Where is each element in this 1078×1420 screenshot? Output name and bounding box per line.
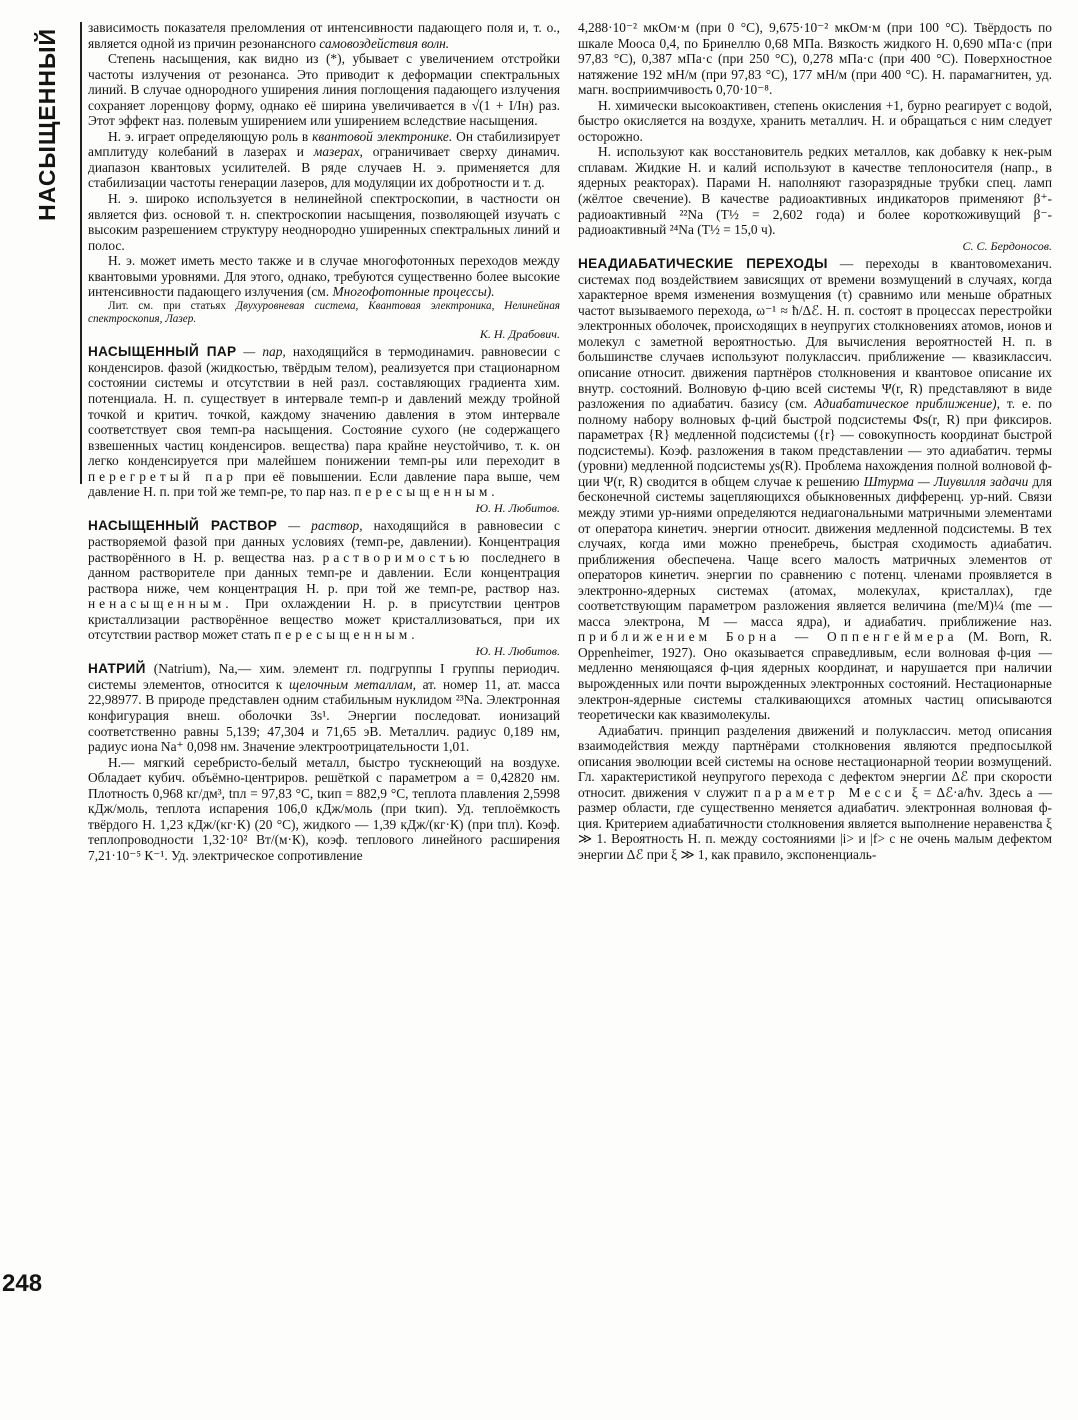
paragraph: Н. химически высокоактивен, степень окисления +1, бурно реагирует с водой, быстро окисляется на воздухе, хранить металлич. Н. и обращаться с ним следует осторожно. bbox=[578, 97, 1052, 144]
entry-natriy: НАТРИЙ (Natrium), Na,— хим. элемент гл. подгруппы I группы периодич. системы элементов, относится к щелочным металлам, ат. номер 11, ат. масса 22,98977. В природе представлен одним стабильным нуклидом ²³Na. Электронная конфигурация внеш. оболочки 3s¹. Энергии последоват. ионизаций соответственно равны 5,139; 47,304 и 71,65 эВ. Металлич. радиус 0,189 нм, радиус иона Na⁺ 0,098 нм. Значение электроотрицательности 1,01. bbox=[88, 661, 560, 755]
running-head-vertical bbox=[14, 28, 60, 228]
author-signature: К. Н. Драбович. bbox=[479, 326, 560, 341]
author-signature: С. С. Бердоносов. bbox=[962, 238, 1052, 253]
paragraph: Степень насыщения, как видно из (*), убывает с увеличением отстройки частоты излучения от резонанса. Это приводит к деформации спектральных линий. В случае однородного уширения линия поглощения падающего излучения сохраняет лоренцову форму, однако её ширина увеличивается в √(1 + I/Iн) раз. Этот эффект наз. полевым уширением или уширением вследствие насыщения. bbox=[88, 51, 560, 129]
paragraph: Н. э. может иметь место также и в случае многофотонных переходов между квантовыми уровнями. Для этого, однако, требуются существенно более высокие интенсивности падающего излучения (см. Многофотонные процессы). bbox=[88, 253, 560, 300]
entry-headword: НАТРИЙ bbox=[88, 661, 146, 677]
paragraph: Н. используют как восстановитель редких металлов, как добавку к нек-рым сплавам. Жидкие Н. и калий используют в качестве теплоносителя (напр., в ядерных реакторах). Парами Н. наполняют газоразрядные трубки спец. ламп (жёлтое свечение). В качестве радиоактивных индикаторов применяют β⁺-радиоактивный ²²Na (T½ = 2,602 года) и более короткоживущий β⁻-радиоактивный ²⁴Na (T½ = 15,0 ч). bbox=[578, 144, 1052, 238]
paragraph: Адиабатич. принцип разделения движений и полуклассич. метод описания взаимодействия между партнёрами столкновения являются предпосылкой описания эволюции всей системы на основе нестационарной теории возмущений. Гл. характеристикой неупругого перехода с дефектом энергии Δℰ при скорости относит. движения v служит параметр Месси ξ = Δℰ·a/ħv. Здесь a — размер области, где существенно меняется адиабатич. электронная волновая ф-ция. Критерием адиабатичности столкновения является выполнение неравенства ξ ≫ 1. Вероятность Н. п. между состояниями |i> и |f> с не очень малым дефектом энергии Δℰ при ξ ≫ 1, как правило, экспоненциаль- bbox=[578, 722, 1052, 862]
literature-note: Лит. см. при статьях Двухуровневая система, Квантовая электроника, Нелинейная спектроскопия, Лазер. bbox=[88, 299, 560, 325]
paragraph: Н. э. играет определяющую роль в квантовой электронике. Он стабилизирует амплитуду колебаний в лазерах и мазерах, ограничивает сверху динамич. диапазон квантовых усилителей. В ряде случаев Н. э. применяется для стабилизации частоты генерации лазеров, для модуляции их добротности и т. д. bbox=[88, 128, 561, 191]
margin-rule bbox=[80, 22, 82, 484]
right-column bbox=[578, 20, 1052, 863]
entry-headword: НЕАДИАБАТИЧЕСКИЕ ПЕРЕХОДЫ bbox=[578, 256, 828, 272]
entry-neadiabaticheskie-perekhody: НЕАДИАБАТИЧЕСКИЕ ПЕРЕХОДЫ — переходы в квантовомеханич. системах под воздействием зависящих от времени возмущений в случаях, когда характерное время изменения возмущения (τ) сравнимо или меньше обратных частот вызываемого перехода, ω⁻¹ ≈ ħ/Δℰ. Н. п. состоят в процессах перестройки электронных оболочек, происходящих в неупругих столкновениях атомов, ионов и молекул с заметной вероятностью. Для вычисления вероятностей Н. п. в большинстве случаев используют полуклассич. приближение — квазиклассич. описание относит. движения партнёров столкновения и квантовое описание их внутр. состояний. Волновую ф-цию всей системы Ψ(r, R) представляют в виде разложения по адиабатич. базису (см. Адиабатическое приближение), т. е. по полному набору волновых ф-ций быстрой подсистемы Φs(r, R) при фиксиров. параметрах {R} медленной подсистемы ({r} — совокупность координат быстрой подсистемы). Коэф. разложения в таком представлении — это адиабатич. термы (уровни) медленной подсистемы χs(R). Проблема нахождения полной волновой ф-ции Ψ(r, R) сводится в общем случае к решению Штурма — Лиувилля задачи для бесконечной системы зацепляющихся обыкновенных дифференц. ур-ний. Связи между этими ур-ниями определяются недиагональными матричными элементами от оператора кинетич. энергии относит. движения медленной подсистемы. В тех случаях, когда ими можно пренебречь, быстрая сходимость адиабатич. приближения обеспечена. Чаще всего малость матричных элементов от операторов кинетич. энергии по сравнению с потенц. членами проявляется в электронно-ядерных системах (атомах, молекулах, кристаллах), где соответствующим параметром разложения является величина (me/M)¼ (me — масса электрона, M — масса ядра), и адиабатич. приближение наз. приближением Борна — Оппенгеймера (M. Born, R. Oppenheimer, 1927). Оно оказывается справедливым, если волновая ф-ция — медленно меняющаяся ф-ция ядерных координат, и нарушается при наличии вырожденных или почти вырожденных электронных состояний. Нестационарные электрон-ядерные системы сталкивающихся атомных частиц описываются теоретически как квазимолекулы. bbox=[578, 256, 1053, 723]
entry-headword: НАСЫЩЕННЫЙ РАСТВОР bbox=[88, 518, 278, 534]
paragraph: 4,288·10⁻² мкОм·м (при 0 °С), 9,675·10⁻² мкОм·м (при 100 °С). Твёрдость по шкале Мооса 0,4, по Бринеллю 0,68 МПа. Вязкость жидкого Н. 0,690 мПа·с (при 97,83 °С), 0,387 мПа·с (при 250 °С), 0,278 мПа·с (при 400 °С). Поверхностное натяжение 192 мН/м (при 97,83 °С), 177 мН/м (при 400 °С). Н. парамагнитен, уд. магн. восприимчивость 0,70·10⁻⁸. bbox=[578, 20, 1052, 98]
page-number: 248 bbox=[2, 1270, 43, 1297]
entry-headword: НАСЫЩЕННЫЙ ПАР bbox=[88, 344, 237, 360]
author-signature: Ю. Н. Любитов. bbox=[475, 643, 560, 658]
author-signature: Ю. Н. Любитов. bbox=[475, 500, 560, 515]
paragraph: Н. э. широко используется в нелинейной спектроскопии, в частности он является физ. основой т. н. спектроскопии насыщения, позволяющей изучать с высоким разрешением структуру неоднородно уширенных спектральных линий и полос. bbox=[88, 191, 560, 253]
entry-nasyshchenny-rastvor: НАСЫЩЕННЫЙ РАСТВОР — раствор, находящийся в равновесии с растворяемой фазой при данных условиях (темп-ре, давлении). Концентрация растворённого в Н. р. вещества наз. растворимостью последнего в данном растворителе при данных темп-ре и давлении. Если концентрация раствора ниже, чем концентрация Н. р. при той же темп-ре, раствор наз. ненасыщенным. При охлаждении Н. р. в присутствии центров кристаллизации растворённое вещество может кристаллизоваться, при их отсутствии раствор может стать пересыщенным. bbox=[88, 518, 560, 643]
running-head-text: НАСЫЩЕННЫЙ bbox=[34, 28, 60, 221]
paragraph: Н.— мягкий серебристо-белый металл, быстро тускнеющий на воздухе. Обладает кубич. объёмно-центриров. решёткой с параметром a = 0,42820 нм. Плотность 0,968 кг/дм³, tпл = 97,83 °С, tкип = 882,9 °С, теплота плавления 2,5998 кДж/моль, теплота испарения 106,0 кДж/моль (при tкип). Уд. теплоёмкость твёрдого Н. 1,23 кДж/(кг·К) (20 °С), жидкого — 1,39 кДж/(кг·К) (при tпл). Коэф. теплопроводности 1,32·10² Вт/(м·К), коэф. теплового линейного расширения 7,21·10⁻⁵ К⁻¹. Уд. электрическое сопротивление bbox=[88, 754, 560, 863]
paragraph: зависимость показателя преломления от интенсивности падающего поля и, т. о., является одной из причин резонансного самовоздействия волн. bbox=[88, 20, 560, 51]
entry-nasyshchenny-par: НАСЫЩЕННЫЙ ПАР — пар, находящийся в термодинамич. равновесии с конденсиров. фазой (жидкостью, твёрдым телом), реализуется при стационарном состоянии системы и отсутствии в ней разл. составляющих градиента хим. потенциала. Н. п. существует в интервале темп-р и давлений между тройной точкой и критич. точкой, каждому значению давления в этом интервале соответствует своя темп-ра насыщения. Состояние сухого (не содержащего взвешенных частиц конденсиров. вещества) пара крайне неустойчиво, т. к. он легко конденсируется при малейшем понижении темп-ры или переходит в перегретый пар при её повышении. Если давление пара выше, чем давление Н. п. при той же темп-ре, то пар наз. пересыщенным. bbox=[88, 344, 560, 500]
left-column bbox=[88, 20, 560, 863]
